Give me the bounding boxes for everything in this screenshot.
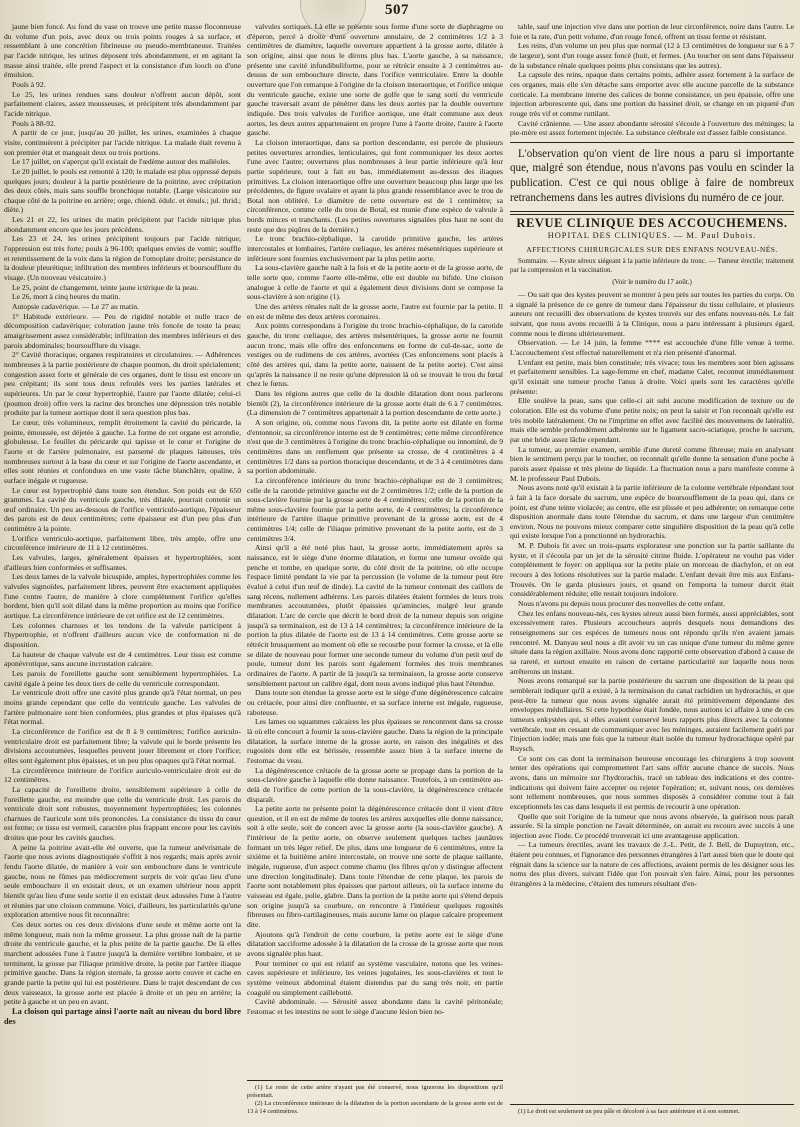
column-right-body <box>510 290 794 889</box>
paragraph: Observation. — Le 14 juin, la femme **** est accouchée d'une fille venue à terme. L'accouchement s'est effectué naturellement et n'a rien présenté d'anormal. <box>510 338 794 357</box>
paragraph: Nous avons noté qu'il existait à la partie inférieure de la colonne vertébrale répondant tout à fait à la face dorsale du sacrum, une espèce de boursoufflement de la peau qui, dans ce point, est d'une teinte violacée; au centre, elle est plissée et peu adhérente; on remarque cette disposition anormale dans toute l'étendue du sacrum, et dans une largeur d'un centimètre environ. Nous ne pouvons mieux comparer cette singulière disposition de la peau qu'à celle qui existe lorsque l'on a ponctionné un hydrorachis. <box>510 483 794 541</box>
column-right-top <box>510 22 794 138</box>
paragraph: La circonférence de l'orifice est de 8 à 9 centimètres; l'orifice auriculo-ventriculaire droit est parfaitement libre; la valvule qui le borde présente les divisions accoutumées, lesquelles peuvent jouer librement et clore l'orifice; elles sont également plus épaisses, et un peu plus opaques qu'à l'état normal. <box>4 726 241 765</box>
paragraph: table, sauf une injection vive dans une portion de leur circonférence, noire dans l'autre. Le foie et la rate, d'un petit volume, d'un rouge foncé, offrent un tissu ferme et résistant. <box>510 22 794 41</box>
editorial-note: L'observation qu'on vient de lire nous a paru si importante que, malgré son étendue, nous n'avons pas voulu en scinder la publication. C'est ce qui nous oblige à faire de nombreux retranchemens dans les autres divisions du numéro de ce jour. <box>510 147 794 204</box>
paragraph: La hauteur de chaque valvule est de 4 centimètres. Leur tissu est comme aponévrotique, sans aucune incrustation calcaire. <box>4 649 241 669</box>
paragraph: Le 17 juillet, on s'aperçut qu'il existait de l'œdème autour des malléoles. <box>12 157 231 167</box>
paragraph: valvules sortiques. Là elle se présente sous forme d'une sorte de diaphragme ou d'éperon, percé à droite d'une ouverture annulaire, de 2 centimètres 1/2 à 3 centimètres de diamètre, laquelle ouverture appartient à la grosse aorte, dilatée à son origine, ainsi que nous le dirons plus bas. L'aorte gauche, à sa naissance, présente une cavité infundibuliforme, pour se rétrécir ensuite à 3 centimètres au-dessus de son embouchure directe, dans l'orifice ventriculaire. Entre la double ouverture que l'on remarque à l'origine de la cloison interaortique, et l'orifice unique du ventricule gauche, existe une sorte de golfe que le sang sorti du ventricule gauche traversait avant de pénétrer dans les deux aortes par la double ouverture indiquée. Des trois valvules de l'orifice aortique, une était commune aux deux aortes, les deux autres appartenaient en propre l'une à l'aorte droite, l'autre à l'aorte gauche. <box>247 22 503 138</box>
paragraph: La dégénérescence crétacée de la grosse aorte se propage dans la portion de la sous-clavière gauche à laquelle elle donne naissance. Toutefois, à un centimètre au-delà de l'orifice de cette portion de la sous-clavière, la dégénérescence crétacée disparaît. <box>247 765 503 804</box>
paragraph: Elle soulève la peau, sans que celle-ci ait subi aucune modification de texture ou de coloration. Elle est du volume d'une petite noix; on peut la saisir et l'on reconnaît qu'elle est très mobile latéralement. On ne l'imprime en effet avec facilité des mouvemens de latéralité, mais elle semble profondément adhérente sur le ligament sacro-sciatique, proche le sacrum, par une bride assez lâche cependant. <box>510 396 794 444</box>
paragraph: Chez les enfans nouveau-nés, ces kystes séreux aussi bien formés, aussi appréciables, sont excessivement rares. Plusieurs accoucheurs auprès desquels nous demandions des renseignemens sur ces espèces de tumeurs nous ont répondu qu'ils n'en avaient jamais rencontré. M. Danyau seul nous a dit avoir vu un cas unique d'une tumeur du même genre située dans la région axillaire. Nous avons donc rapporté cette observation d'abord à cause de sa rareté, et surtout ensuite en raison de certaine particularité sur laquelle nous nous arrêterons un instant. <box>510 608 794 676</box>
paragraph: Les reins, d'un volume un peu plus que normal (12 à 13 centimètres de longueur sur 6 à 7 de largeur), sont d'un rouge assez foncé (huit, et fermes. (Au toucher on sent dans l'épaisseur de la substance rénale quelques points plus consistans que les autres). <box>510 41 794 70</box>
column-middle-body <box>247 22 503 1017</box>
paragraph: — Ou sait que des kystes peuvent se montrer à peu près sur toutes les parties du corps. On a signalé la présence de ce genre de tumeur dans l'épaisseur du tissu cellulaire, et plusieurs auteurs ont recueilli des observations de kystes trouvés sur des enfans nouveau-nés. Le fait suivant, que nous avons recueilli à la Clinique, nous a paru intéressant à plusieurs égard, comme nous le dirons ultérieurement. <box>510 290 794 338</box>
paragraph: La cloison interaortique, dans sa portion descendante, est percée de plusieurs petites ouvertures arrondies, lenticulaires, qui font communiquer les deux aortes l'une avec l'autre; ouvertures plus nombreuses à leur partie inférieure qu'à leur partie supérieure, tout à fait en bas, immédiatement au-dessus des iliaques primitives. La cloison interaortique offre une ouverture beaucoup plus large que les précédentes, de figure ovalaire et ayant la plus grande ressemblance avec le trou de Botal non oblitéré. Le diamètre de cette ouverture est de 1 centimètre; sa circonférence, comme celle du trou de Botal, est munie d'une espèce de valvule à bords minces et tranchants. (Les petites ouvertures signalées plus haut ne sont du reste que des piqûres de la dernière.) <box>247 137 503 234</box>
paragraph: La circonférence intérieure du tronc brachio-céphalique est de 3 centimètres; celle de la carotide primitive gauche est de 2 centimètres 1/2; celle de la portion de sous-clavière fournie par la grosse aorte de 4 centimètres; celle de la portion de la même sous-clavière fournie par la petite aorte, de 4 centimètres; la circonférence intérieure de l'artère iliaque primitive provenant de la grosse aorte, est de 4 centimètres 1/4; celle de l'iliaque primitive provenant de la petite aorte, est de 3 centimètres 3/4. <box>247 475 503 543</box>
column-middle <box>247 22 503 1122</box>
paragraph: Aux points correspondans à l'origine du tronc brachio-céphalique, de la carotide gauche, du tronc cœliaque, des artères mésentériques, la grosse aorte ne fournit aucun tronc, mais elle offre des enfoncemens en forme de cul-de-sac, sorte de vestiges ou de rudimens de ces artères, avortées (Ces enfoncemens sont placés à côté des artères qui, dans la petite aorte, naissent de la petite aorte). C'est ainsi qu'après la naissance il ne reste qu'une dépression là où se trouvait le trou du fœtal chez le fœtus. <box>247 321 503 389</box>
paragraph: La capacité de l'oreillette droite, sensiblement supérieure à celle de l'oreillette gauche, est moindre que celle du ventricule droit. Les parois du ventricule droit sont robustes, moyennement hypertrophiées; les colonnes charnues de l'auricule sont très prononcées. La consistance du tissu du cœur est ferme; ce tissu est vermeil, caractère plus frappant encore pour les cavités droites que pour les cavités gauches. <box>4 784 241 843</box>
paragraph: Cavité crânienne. — Une assez abondante sérosité s'écoule à l'ouverture des méninges; la pie-mère est assez fortement injectée. La substance cérébrale est d'assez faible consistance. <box>510 118 794 138</box>
paragraph: Le ventricule droit offre une cavité plus grande qu'à l'état normal, un peu moins grande cependant que celle du ventricule gauche. Les valvules de l'artère pulmonaire sont bien conformées, plus grandes et plus épaisses qu'à l'état normal. <box>4 688 241 727</box>
section-rule <box>510 211 794 215</box>
paragraph: L'enfant est petite, mais bien constituée; très vivace; tous les membres sont bien agissans et parfaitement sensibles. La sage-femme en chef, madame Calet, reconnut immédiatement qu'il existait une tumeur proche l'anus à droite. Voici quels sont les caractères qu'elle présente: <box>510 357 794 396</box>
paragraph: Nous n'avons pu depuis nous procurer des nouvelles de cette enfant. <box>518 599 725 609</box>
paragraph: Le 20 juillet, le pouls est remonté à 120; le malade est plus oppressé depuis quelques jours; douleur à la partie postérieure de la poitrine, avec crépitation des deux côtés, mais sans souffle bronchique notable. (Large vésicatoire sur chaque côté de la poitrine en arrière; orge, chiend. édulc. et émuls.; jul. thrid.; diète.) <box>4 166 241 215</box>
paragraph: Ainsi qu'il a été noté plus haut, la grosse aorte, immédiatement après sa naissance, est le siège d'une énorme dilatation, et forme une tumeur ovoïde qui penche et tombe, en quelque sorte, du côté droit de la poitrine, où elle occupe l'espace limité pendant la vie par la percussion (le volume de la tumeur peut être évalué à celui d'un œuf de dinde). La cavité de la tumeur contenait des caillots de sang récens, nullement adhérens. Les parois dilatées étaient formées de leurs trois membranes accoutumées, plutôt épaissies qu'amincies, malgré leur grande dilatation. L'arc de cercle que décrit le bord droit de la tumeur depuis son origine jusqu'à sa terminaison, est de 13 à 14 centimètres; la circonférence intérieure de la portion la plus dilatée de l'aorte est de 13 à 14 centimètres. Cette grosse aorte se rétrécit brusquement au moment où elle se recourbe pour former la crosse, et là elle se dilate de nouveau pour former une seconde tumeur du volume d'un petit œuf de poule, tumeur dont les parois sont également formées des trois membranes ordinaires de l'aorte. A partir de là jusqu'à sa terminaison, la grosse aorte conserve sensiblement partout un calibre égal, dont nous avons indiqué plus haut l'étendue. <box>247 543 503 688</box>
paragraph: Le 25, point de changement, teinte jaune ictérique de la peau. <box>12 282 199 292</box>
paragraph: Pouls à 88-92. <box>12 118 56 128</box>
section-subject: AFFECTIONS CHIRURGICALES SUR DES ENFANS NOUVEAU-NÉS. <box>526 244 778 254</box>
paragraph: A son origine, où, comme nous l'avons dit, la petite aorte est dilatée en forme d'entonnoir, sa circonférence interne est de 9 centimètres; cette même circonférence n'est que de 3 centimètres à l'origine du tronc brachio-céphalique ou innominé, de 9 centimètres dans un renflement que présente sa crosse, de 4 centimètres à 4 centimètres 1/2 dans sa portion thoracique descendante, et de 3 à 4 centimètres dans sa portion abdominale. <box>247 417 503 476</box>
paragraph: Pour terminer ce qui est relatif au système vasculaire, notons que les veines-caves supérieure et inférieure, les veines jugulaires, les sous-clavières et tout le système veineux abdominal étaient distendus par du sang très noir, en partie coagulé ou simplement caillebotté. <box>247 958 503 997</box>
section-title: REVUE CLINIQUE DES ACCOUCHEMENS. <box>516 216 788 231</box>
paragraph: Une des artères rénales naît de la grosse aorte, l'autre est fournie par la petite. Il en est de même des deux artères coronaires. <box>247 302 503 321</box>
separator-rule <box>510 142 794 143</box>
footnote: (1) Le reste de cette artère n'ayant pas été conservé, nous ignorons les dispositions qu'il présentait. <box>247 1084 503 1099</box>
paragraph: L'orifice ventriculo-aortique, parfaitement libre, très ample, offre une circonférence intérieure de 11 à 12 centimètres. <box>4 533 241 553</box>
paragraph: 2° Cavité thoracique, organes respiratoires et circulatoires. — Adhérences nombreuses à la partie postérieure de chaque poumon, du droit spécialement; congestion assez forte et générale de ces organes, dont le tissu est encore un peu crépitant; ils sont tous deux refoulés vers les parties latérales et supérieures. Un par le cœur hypertrophié, l'autre par l'aorte dilatée; celui-ci (poumon droit) offre vers la racine des bronches une dépression très notable produite par la tumeur aortique dont il sera question plus bas. <box>4 350 241 418</box>
paragraph: Nous avons remarqué sur la partie postérieure du sacrum une disposition de la peau qui semblerait indiquer qu'il a existé, à la terminaison du canal rachidien un hydrorachis, et que peut-être la tumeur que nous avons signalée aurait été primitivement dépendante des enveloppes médullaires. Si cette hypothèse était fondée, nous aurions ici affaire à une de ces tumeurs enkystées qui, si elles avaient conservé leurs rapports plus directs avec la colonne vertébrale, tout en cessant de communiquer avec les méninges, auraient facilement guéri par l'injection iodée; mais une fois que la tumeur était isolée du tumeur hydrorachique opéré par Ruysch. <box>510 676 794 753</box>
footnote: (1) Le droit est seulement un peu pâle et décoloré à sa face antérieure et à son sommet. <box>518 1108 740 1115</box>
paragraph: Le 26, mort à cinq heures du matin. <box>12 292 121 302</box>
paragraph: Ajoutons qu'à l'endroit de cette courbure, la petite aorte est le siège d'une dilatation sacciforme adossée à la dilatation de la crosse de la grosse aorte que nous avons signalée plus haut. <box>247 929 503 958</box>
paragraph: Cavité abdominale. — Sérosité assez abondante dans la cavité péritonéale; l'estomac et les intestins ne sont le siège d'aucune lésion bien no- <box>247 997 503 1016</box>
paragraph: Le cœur, très volumineux, remplit étroitement la cavité du péricarde, la pointe, émoussée, est déjetée à gauche. La forme de cet organe est arrondie, globuleuse. Le feuillet du péricarde qui tapisse et le cœur et l'origine de l'aorte et de l'artère pulmonaire, est parsemé de plaques laiteuses, très nombreuses surtout à la base du cœur et sur l'origine de l'aorte ascendante, et elles sont réunies et confondues en une vaste tâche blanchâtre, opaline, à surface inégale et rugueuse. <box>4 417 241 485</box>
paragraph: La petite aorte ne présente point la dégénérescence crétacée dont il vient d'être question, et il en est de même de toutes les artères auxquelles elle donne naissance, soit à elle seule, soit de concert avec la grosse aorte (la sous-clavière gauche). A l'intérieur de la petite aorte, on observe seulement quelques taches jaunâtres formant un très léger relief. De plus, dans une longueur de 6 centimètres, entre la sixième et la huitième artère intercostale, on trouve une sorte de plaque saillante, inégale, rugueuse, d'un aspect comme charnu (les fibres qu'on y distingue affectent une direction longitudinale). Dans toute l'étendue de cette plaque, les parois de l'aorte sont notablement plus épaisses que partout ailleurs, où la surface interne du vaisseau est égale, polie, glabre. Dans la portion de la petite aorte qui s'étend depuis son origine jusqu'à sa courbure, on rencontre à l'intérieur quelques rugosités fibreuses ou fibro-cartilagineuses, mais aucune lame ou plaque calcaire proprement dite. <box>247 804 503 930</box>
column-right-footnotes <box>510 1104 794 1116</box>
paragraph: jaune bien foncé. Au fond du vase on trouve une petite masse floconneuse du volume d'un pois, avec deux ou trois points rouges à sa surface, et ressemblant à une concrétion fibrineuse ou pseudo-membraneuse. Traitées par l'acide nitrique, les urines déposent très abondamment, et en agitant la masse ainsi traitée, elle prend l'aspect et la consistance d'un looch ou d'une émulsion. <box>4 22 241 80</box>
paragraph: La sous-clavière gauche naît à la fois et de la petite aorte et de la grosse aorte, de telle sorte que, comme l'aorte elle-même, elle est double ou bifide. Une cloison analogue à celle de l'aorte et qui a également deux divisions dont se compose la sous-clavière à son origine (1). <box>247 263 503 302</box>
paragraph: Autopsie cadavérique. — Le 27 au matin. <box>12 302 139 312</box>
paragraph: 1° Habitude extérieure. — Peu de rigidité notable et nulle trace de décomposition cadavérique; coloration jaune très foncée de toute la peau; amaigrissement assez considérable; infiltration des membres inférieurs et des parois abdominales; boursoufflure du visage. <box>4 311 241 350</box>
paragraph: Les colonnes charnues et les tendons de la valvule participent à l'hypertrophie, et n'offrent d'ailleurs aucun vice de conformation ni de disposition. <box>4 620 241 649</box>
column-left <box>4 22 241 1122</box>
page-number: 507 <box>385 2 409 18</box>
paragraph: Les 23 et 24, les urines précipitent toujours par l'acide nitrique; l'oppression est très forte; pouls à 96-100; quelques envies de vomir; souffle et retentissement de la voix dans la région de l'omoplate droite; persistance de la douleur pleurétique; infiltration des membres inférieurs et boursoufflure du visage. (Un nouveau vésicatoire.) <box>4 234 241 283</box>
paragraph: Dans les régions autres que celle de la double dilatation dont nous parlerons bientôt (2), la circonférence intérieure de la grosse aorte était de 6 à 7 centimètres. (La dimension de 7 centimètres appartenait à la portion descendante de cette aorte.) <box>247 388 503 418</box>
section-hospital: HOPITAL DES CLINIQUES. — M. Paul Dubois. <box>547 230 757 240</box>
section-summary-ref: (Voir le numéro du 17 août.) <box>612 278 692 287</box>
paragraph: Les parois de l'oreillette gauche sont sensiblement hypertrophiées. La cavité égale à peine les deux tiers de celle du ventricule correspondant. <box>4 668 241 688</box>
paragraph: Les deux lames de la valvule bicuspide, amples, hypertrophiées comme les valvules sigmoïdes, parfaitement libres, peuvent être exactement appliquées l'une contre l'autre, de manière à clore complètement l'orifice qu'elles bordent, bien qu'il soit dilaté dans la même proportion au moins que l'orifice aortique. La circonférence intérieure de cet orifice est de 12 centimètres. <box>4 572 241 621</box>
paragraph: Le cœur est hypertrophié dans toute son étendue. Son poids est de 650 grammes. La cavité du ventricule gauche, très dilatée, pourrait contenir un œuf ordinaire. Un peu au-dessous de l'orifice ventriculo-aortique, l'épaisseur des parois est de deux centimètres; cette épaisseur est d'un peu plus d'un centimètre à la pointe. <box>4 485 241 534</box>
section-summary: Sommaire. — Kyste séreux siégeant à la partie inférieure du tronc. — Tumeur érectile; traitement par la compression et la vaccination. <box>510 257 794 274</box>
paragraph: Le 25, les urines rendues sans douleur n'offrent aucun dépôt, sont parfaitement claires, assez mousseuses, et précipitent très abondamment par l'acide nitrique. <box>4 89 241 118</box>
paragraph: — La tumeurs érectiles, avant les travaux de J.-L. Petit, de J. Bell, de Dupuytren, etc., étaient peu connues, et l'ignorance des personnes étrangères à l'art aussi bien que le doute qui régnait dans la science sur la nature de ces affections, avaient permis de les désigner sous les noms des plus divers, suivant l'idée que l'on pouvait s'en faire. Ainsi, pour les personnes étrangères à la médecine, c'étaient des tumeurs résultant d'en- <box>510 840 794 889</box>
paragraph: Les 21 et 22, les urines du matin précipitent par l'acide nitrique plus abondamment encore que les jours précédens. <box>4 215 241 234</box>
paragraph: Quelle que soit l'origine de la tumeur que nous avons observée, la guérison nous paraît assurée. Si la simple ponction ne l'avait déterminée, on aurait eu recours avec succès à une injection avec l'iode. Ce procédé trouverait ici une avantageuse application. <box>510 811 794 840</box>
paragraph: Ce sont ces cas dont la terminaison heureuse encourage les chirurgiens à trop souvent tenter des opérations qui compromettent l'art sans offrir aucune chance de succès. Nous avons, dans un mémoire sur l'hydrorachis, tracé un tableau des indications et des contre-indications qui doivent faire accepter ou rejeter l'opération; et, suivant nous, ces dernières sont tellement nombreuses, que nous sommes disposés à considérer comme tout à fait exceptionnels les cas dans lesquels il est permis de recourir à une opération. <box>510 753 794 811</box>
column-middle-footnotes <box>247 1080 503 1116</box>
footnote: (2) La circonférence intérieure de la dilatation de la portion ascendante de la grosse aorte est de 13 à 14 centimètres. <box>247 1100 503 1115</box>
paragraph: Dans toute son étendue la grosse aorte est le siège d'une dégénérescence calcaire ou crétacée, pour ainsi dire confluente, et sa surface interne est inégale, rugueuse, raboteuse. <box>247 688 503 717</box>
paragraph: Pouls à 92. <box>12 79 46 89</box>
paragraph: Ces deux sortes ou ces deux divisions d'une seule et même aorte ont la même longueur, mais non la même grosseur. La plus grosse naît de la partie droite du ventricule gauche, et la plus petite de la partie gauche. De là elles marchent adossées l'une à l'autre jusqu'à la dernière vertèbre lombaire, et se terminent, la grosse par l'iliaque primitive droite, la petite par l'artère iliaque primitive gauche. Dans la région sternale, la grosse aorte couvre et cache en grande partie la petite qui lui est postérieure. Dans le trajet descendant de ces deux vaisseaux, la grosse aorte est placée à droite et un peu en arrière; la petite à gauche et un peu en avant. <box>4 920 241 1007</box>
paragraph: M. P. Dubois fit avec un trois-quarts explorateur une ponction sur la partie saillante du kyste, et il s'écoula par un jet de la sérosité citrine fluide. L'opérateur ne voulut pas vider complètement le foyer: on appliqua sur la petite plaie un morceau de diachylon, et on eut recours à des lotions résolutives sur la partie malade. L'enfant devait être mis aux Enfans-Trouvés. On le garda plusieurs jours, et quand on l'emporta la tumeur durcit était considérablement réduite; elle restait toujours indolore. <box>510 541 794 599</box>
paragraph: Le tronc brachio-céphalique, la carotide primitive gauche, les artères intercostales et lombaires, l'artère cœliaque, les artères mésentériques supérieure et inférieure sont fournies exclusivement par la plus petite aorte. <box>247 234 503 263</box>
column-right <box>510 22 794 1122</box>
paragraph: La circonférence intérieure de l'orifice auriculo-ventriculaire droit est de 12 centimètres. <box>4 765 241 785</box>
paragraph: A partir de ce jour, jusqu'au 20 juillet, les urines, examinées à chaque visite, continuèrent à précipiter par l'acide nitrique. La malade était revenu à son premier état et mangeait deux ou trois portions. <box>4 128 241 157</box>
paragraph: A peine la poitrine avait-elle été ouverte, que la tumeur anévrismale de l'aorte que nous avions diagnostiquée s'offrit à nos regards; mais après avoir fendu l'aorte dilatée, de manière à voir son embouchure dans le ventricule gauche, nous ne fûmes pas médiocrement surpris de voir qu'au lieu d'une seule embouchure il en existait deux, et un examen ultérieur nous apprit bientôt qu'au lieu d'une seule sortie il en existait deux adossées l'une à l'autre et réunies par une cloison commune. Voici, d'ailleurs, les particularités qu'une exploration attentive nous fit reconnaître: <box>4 842 241 920</box>
paragraph: La capsule des reins, opaque dans certains points, adhère assez fortement à la surface de ces organes, mais elle s'en détache sans emporter avec elle aucune parcelle de la substance corticale. La membrane interne des calices de bonne consistance, un peu épaissie, offre une injection arborescente qui, dans une portion du bassinet droit, se change en un piqueté d'un rouge très vif et comme ruttilant. <box>510 70 794 118</box>
paragraph: Les valvules, larges, généralement épaisses et hypertrophiées, sont d'ailleurs bien conformées et suffisantes. <box>4 553 241 572</box>
paragraph: La cloison qui partage ainsi l'aorte naît au niveau du bord libre des <box>4 1006 241 1026</box>
paragraph: Les lames ou squammes calcaires les plus épaisses se rencontrent dans sa crosse là où elle concourt à fournir la sous-clavière gauche. Dans la région de la principale dilatation, la surface interne de la grosse aorte, en raison des inégalités et des rugosités dont elle est hérissée, ressemble assez bien à la surface interne de l'estomac du veau. <box>247 717 503 765</box>
paragraph: La tumeur, au premier examen, semble d'une dureté comme fibreuse; mais en analysant bien le sentiment perçu par le toucher, on reconnaît qu'elle donne la sensation d'une poche à parois assez épaisse et très pleine de liquide. La fluctuation nous a paru manifeste comme à M. le professeur Paul Dubois. <box>510 444 794 483</box>
